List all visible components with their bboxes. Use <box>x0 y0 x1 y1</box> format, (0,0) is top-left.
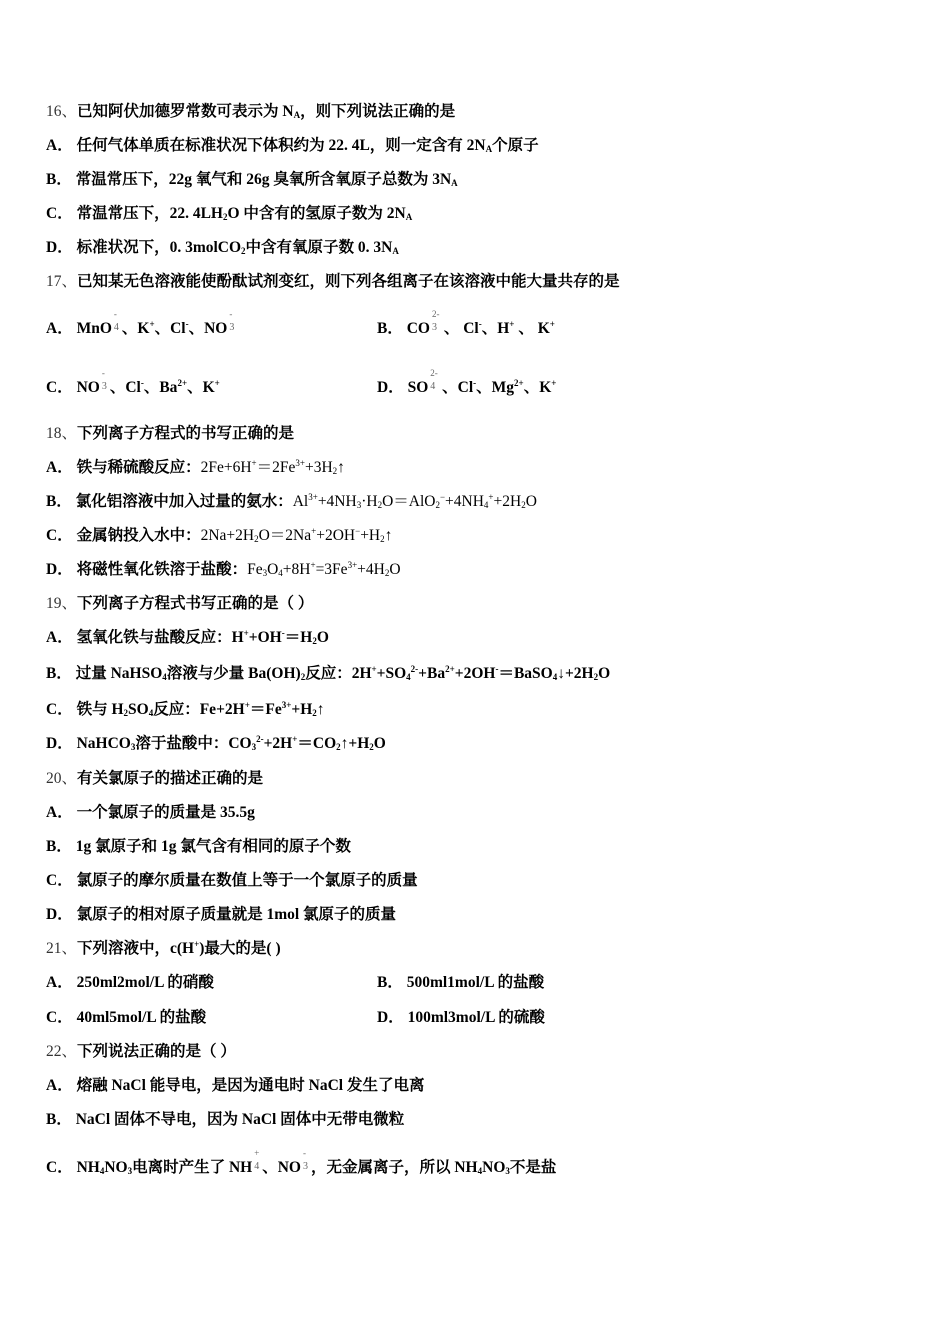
q22-option-c[interactable]: C． $NH_4NO_3$电离时产生了 NH + $^4$ 、NO - $^3$ ，无金属离子，所以 $NH_4NO_3$不是盐 <box>46 1148 557 1176</box>
q17-option-b[interactable]: B． CO 2- $^3$ 、 Cl-、H+ 、 K+ <box>377 309 555 337</box>
q16-option-c[interactable]: C． 常温常压下，22. $4LH_2O$ 中含有的氢原子数为 $2N_A$ <box>46 205 413 222</box>
q20-option-c[interactable]: C． 氯原子的摩尔质量在数值上等于一个氯原子的质量 <box>46 872 418 889</box>
q21-option-d[interactable]: D． 100ml3mol/L 的硫酸 <box>377 1009 545 1026</box>
q16-option-d[interactable]: D． 标准状况下，0. 3molCO$_2$中含有氧原子数 0. $3N_A$ <box>46 239 399 256</box>
q19-option-c[interactable]: C． 铁与 $H_2SO_4$反应：$Fe+2H^+=Fe^{3+}+H_2↑$ <box>46 700 325 718</box>
q19-stem: 19、下列离子方程式书写正确的是（ ） <box>46 595 314 612</box>
q17-option-d[interactable]: D． SO 2- $^4$ 、Cl-、$Mg^{2+}$、K+ <box>377 368 557 396</box>
q20-stem: 20、有关氯原子的描述正确的是 <box>46 770 264 787</box>
q18-option-d[interactable]: D． 将磁性氧化铁溶于盐酸：$Fe_3O_4+8H^+=3Fe^{3+}+4H_2O$ <box>46 560 401 578</box>
q16-option-a[interactable]: A． 任何气体单质在标准状况下体积约为 22. 4L，则一定含有 $2N_A$个原子 <box>46 137 539 154</box>
q17-option-c[interactable]: C． NO - $^3$ 、Cl-、$Ba^{2+}$、K+ <box>46 368 220 396</box>
q18-option-b[interactable]: B． 氯化铝溶液中加入过量的氨水：$Al^{3+}+4NH_3\cdot H_2O=AlO_2^-+4NH_4^++2H_2O$ <box>46 492 537 510</box>
q19-option-d[interactable]: D． NaHCO$_3$溶于盐酸中：$CO_3^{2-}+2H^+=CO_2↑+H_2O$ <box>46 734 386 752</box>
q18-stem: 18、下列离子方程式的书写正确的是 <box>46 425 295 442</box>
q16-stem: 16、已知阿伏加德罗常数可表示为 $N_A$，则下列说法正确的是 <box>46 103 456 120</box>
q22-option-b[interactable]: B． NaCl 固体不导电，因为 NaCl 固体中无带电微粒 <box>46 1111 405 1128</box>
q20-option-d[interactable]: D． 氯原子的相对原子质量就是 1mol 氯原子的质量 <box>46 906 397 923</box>
q20-option-a[interactable]: A． 一个氯原子的质量是 35.5g <box>46 804 255 821</box>
q21-option-c[interactable]: C． 40ml5mol/L 的盐酸 <box>46 1009 207 1026</box>
q19-option-b[interactable]: B． 过量 NaHSO$_4$溶液与少量 $Ba(OH)_2$反应：$2H^++SO_4^{2-}+Ba^{2+}+2OH^-=BaSO_4↓+2H_2O$ <box>46 664 611 682</box>
q21-option-a[interactable]: A． 250ml2mol/L 的硝酸 <box>46 974 214 991</box>
q18-option-c[interactable]: C． 金属钠投入水中：$2Na+2H_2O=2Na^++2OH^-+H_2↑$ <box>46 526 393 544</box>
q20-option-b[interactable]: B． 1g 氯原子和 1g 氯气含有相同的原子个数 <box>46 838 351 855</box>
q17-stem: 17、已知某无色溶液能使酚酞试剂变红，则下列各组离子在该溶液中能大量共存的是 <box>46 273 620 290</box>
question-number: 16 <box>46 103 62 120</box>
q16-option-b[interactable]: B． 常温常压下，22g 氧气和 26g 臭氧所含氧原子总数为 $3N_A$ <box>46 171 458 188</box>
q21-option-b[interactable]: B． 500ml1mol/L 的盐酸 <box>377 974 545 991</box>
q19-option-a[interactable]: A． 氢氧化铁与盐酸反应：$H^++OH^-=H_2O$ <box>46 628 329 646</box>
q18-option-a[interactable]: A． 铁与稀硫酸反应：$2Fe+6H^+=2Fe^{3+}+3H_2↑$ <box>46 458 345 476</box>
q22-stem: 22、下列说法正确的是（ ） <box>46 1043 236 1060</box>
q22-option-a[interactable]: A． 熔融 NaCl 能导电，是因为通电时 NaCl 发生了电离 <box>46 1077 425 1094</box>
q21-stem: 21、下列溶液中，c(H+)最大的是( ) <box>46 939 281 957</box>
q17-option-a[interactable]: A． MnO - $^4$ 、K+、Cl-、NO - $^3$ <box>46 309 235 337</box>
